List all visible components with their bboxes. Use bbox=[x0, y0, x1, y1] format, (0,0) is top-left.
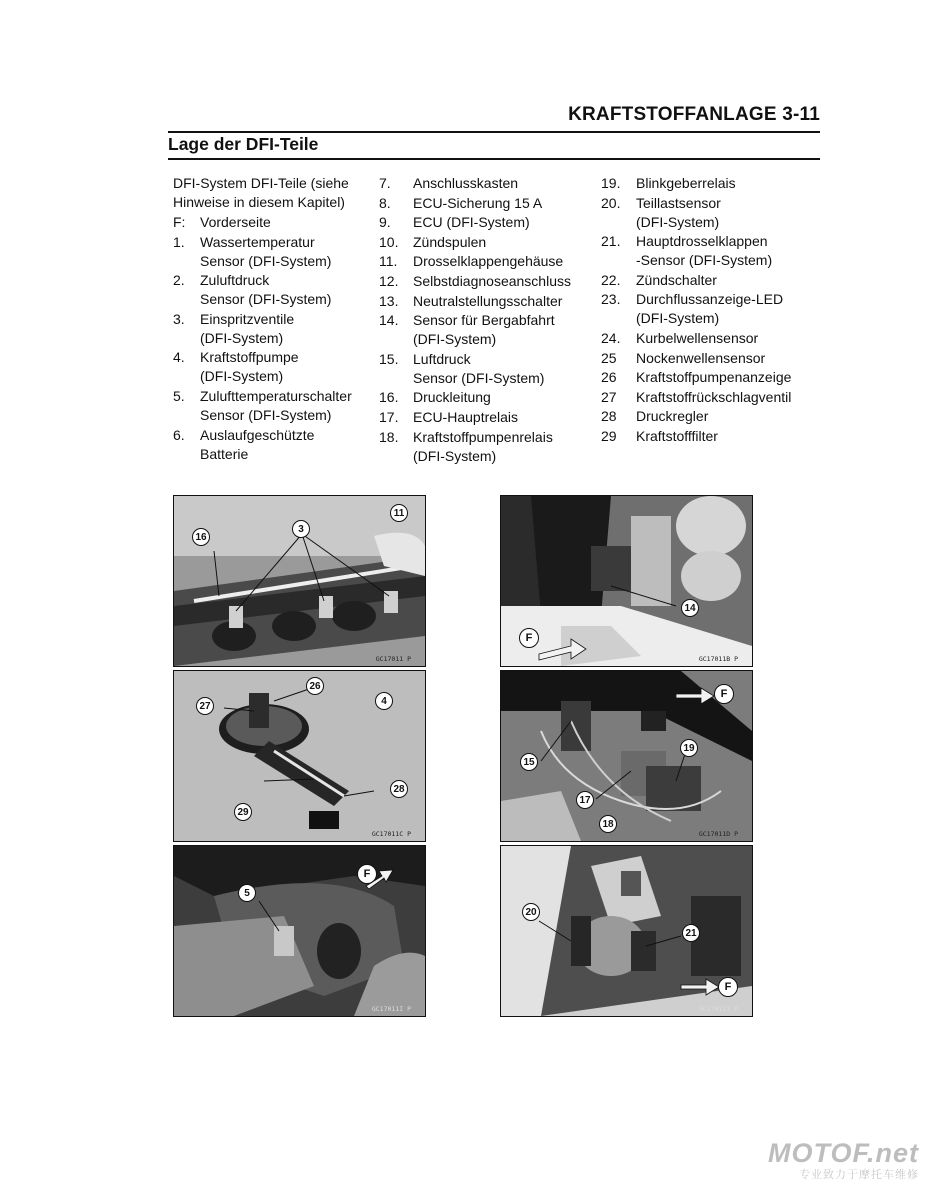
legend-text: Wassertemperatur Sensor (DFI-System) bbox=[200, 233, 332, 269]
legend-text: Teillastsensor (DFI-System) bbox=[636, 194, 721, 230]
legend-text: ECU (DFI-System) bbox=[413, 214, 530, 231]
callout-18: 18 bbox=[599, 815, 617, 833]
legend-text: Durchflussanzeige-LED (DFI-System) bbox=[636, 291, 784, 327]
legend-num: 3. bbox=[173, 310, 185, 327]
legend-num: 18. bbox=[379, 428, 399, 445]
legend-text: Selbstdiagnoseanschluss bbox=[413, 272, 571, 289]
photo-throttle-sensors bbox=[500, 845, 753, 1017]
legend-num: 24. bbox=[601, 329, 621, 346]
callout-5: 5 bbox=[238, 884, 256, 902]
legend-num: 21. bbox=[601, 233, 621, 250]
legend-text: Blinkgeberrelais bbox=[636, 175, 736, 191]
legend-text: Hauptdrosselklappen -Sensor (DFI-System) bbox=[636, 233, 773, 269]
legend-column-3 bbox=[601, 174, 821, 447]
legend-num: 10. bbox=[379, 233, 399, 250]
callout-15: 15 bbox=[520, 753, 538, 771]
legend-item bbox=[379, 272, 594, 291]
legend-item bbox=[601, 349, 821, 368]
legend-item bbox=[379, 194, 594, 213]
callout-front: F bbox=[357, 864, 377, 884]
photo-relays bbox=[500, 670, 753, 842]
callout-front: F bbox=[718, 977, 738, 997]
legend-item bbox=[173, 233, 373, 271]
photo-reference: GC17011C P bbox=[371, 830, 411, 838]
legend-text: Kraftstofffilter bbox=[636, 427, 718, 444]
photo-reference: GC17011D P bbox=[698, 830, 738, 838]
legend-item bbox=[601, 232, 821, 270]
legend-num: 8. bbox=[379, 194, 391, 211]
legend-num: 17. bbox=[379, 408, 399, 425]
watermark-main: MOTOF.net bbox=[767, 1138, 919, 1168]
legend-text: Druckregler bbox=[636, 408, 709, 425]
callout-14: 14 bbox=[681, 599, 699, 617]
legend-num: 2. bbox=[173, 272, 185, 289]
callout-28: 28 bbox=[390, 780, 408, 798]
legend-item bbox=[379, 428, 594, 466]
legend-num: 23. bbox=[601, 291, 621, 308]
legend-text: Drosselklappengehäuse bbox=[413, 253, 564, 270]
legend-text: Anschlusskasten bbox=[413, 175, 519, 191]
legend-item bbox=[379, 292, 594, 311]
photo-illustration bbox=[174, 846, 425, 1016]
legend-text: ECU-Hauptrelais bbox=[413, 408, 519, 425]
callout-26: 26 bbox=[306, 677, 324, 695]
legend-item bbox=[601, 271, 821, 290]
legend-item bbox=[601, 427, 821, 446]
legend-item bbox=[601, 174, 821, 193]
legend-num: 16. bbox=[379, 389, 399, 406]
legend-text: Nockenwellensensor bbox=[636, 349, 766, 366]
photo-illustration bbox=[501, 846, 752, 1016]
legend-item bbox=[601, 368, 821, 387]
legend-num: 11. bbox=[379, 253, 398, 270]
figure-number-11: 11 bbox=[390, 504, 408, 522]
legend-num: 14. bbox=[379, 312, 399, 329]
legend-text: Kraftstoffrückschlagventil bbox=[636, 388, 792, 405]
photo-intake-sensor bbox=[173, 845, 426, 1017]
legend-text: Zündspulen bbox=[413, 233, 487, 250]
legend-item bbox=[601, 407, 821, 426]
legend-item bbox=[379, 174, 594, 193]
legend-text: Druckleitung bbox=[413, 389, 491, 406]
legend-text: Einspritzventile (DFI-System) bbox=[200, 310, 295, 346]
legend-item bbox=[601, 329, 821, 348]
legend-num: 7. bbox=[379, 175, 391, 191]
legend-text: Sensor für Bergabfahrt (DFI-System) bbox=[413, 312, 555, 348]
legend-item bbox=[379, 252, 594, 271]
section-rule bbox=[168, 158, 820, 160]
photo-injectors bbox=[173, 495, 426, 667]
callout-20: 20 bbox=[522, 903, 540, 921]
legend-text: Kraftstoffpumpenrelais (DFI-System) bbox=[413, 428, 553, 464]
legend-item bbox=[601, 194, 821, 232]
callout-16: 16 bbox=[192, 528, 210, 546]
legend-text: Neutralstellungsschalter bbox=[413, 292, 563, 309]
legend-column-2 bbox=[379, 174, 594, 466]
legend-num: 5. bbox=[173, 387, 185, 404]
callout-27: 27 bbox=[196, 697, 214, 715]
page-header-title: KRAFTSTOFFANLAGE 3-11 bbox=[568, 104, 820, 125]
legend-item bbox=[173, 348, 373, 386]
legend-text: Auslaufgeschützte Batterie bbox=[200, 426, 315, 462]
legend-item bbox=[379, 388, 594, 407]
legend-num: F: bbox=[173, 214, 186, 230]
legend-text: Kraftstoffpumpenanzeige bbox=[636, 369, 792, 386]
legend-item bbox=[601, 290, 821, 328]
watermark bbox=[768, 1138, 919, 1182]
legend-num: 13. bbox=[379, 292, 399, 309]
legend-num: 20. bbox=[601, 194, 621, 211]
callout-3: 3 bbox=[292, 520, 310, 538]
legend-text: Zuluftdruck Sensor (DFI-System) bbox=[200, 272, 332, 308]
callout-19: 19 bbox=[680, 739, 698, 757]
legend-text: Kraftstoffpumpe (DFI-System) bbox=[200, 349, 299, 385]
legend-num: 15. bbox=[379, 350, 399, 367]
legend-text: Vorderseite bbox=[200, 214, 271, 230]
legend-item bbox=[173, 387, 373, 425]
header-rule bbox=[168, 131, 820, 133]
legend-item bbox=[379, 233, 594, 252]
photo-reference: GC17011I P bbox=[371, 1005, 411, 1013]
legend-intro: DFI-System DFI-Teile (siehe Hinweise in diesem Kapitel) bbox=[173, 175, 349, 210]
callout-17: 17 bbox=[576, 791, 594, 809]
watermark-sub: 专业致力于摩托车维修 bbox=[799, 1169, 919, 1181]
legend-num: 6. bbox=[173, 426, 185, 443]
legend-num: 9. bbox=[379, 214, 391, 231]
photo-reference: GC17011B P bbox=[698, 655, 738, 663]
legend-item bbox=[173, 310, 373, 348]
legend-num: 1. bbox=[173, 233, 185, 250]
legend-num: 25 bbox=[601, 349, 617, 366]
callout-front: F bbox=[714, 684, 734, 704]
photo-sensor-14 bbox=[500, 495, 753, 667]
legend-item bbox=[601, 388, 821, 407]
legend-text: ECU-Sicherung 15 A bbox=[413, 194, 543, 211]
legend-num: 4. bbox=[173, 349, 185, 366]
legend-num: 27 bbox=[601, 388, 617, 405]
legend-column-1 bbox=[173, 174, 373, 464]
legend-num: 26 bbox=[601, 369, 617, 386]
callout-21: 21 bbox=[682, 924, 700, 942]
legend-num: 28 bbox=[601, 408, 617, 425]
legend-item bbox=[173, 271, 373, 309]
legend-num: 29 bbox=[601, 427, 617, 444]
photo-fuel-pump bbox=[173, 670, 426, 842]
legend-item bbox=[379, 311, 594, 349]
legend-num: 22. bbox=[601, 271, 621, 288]
legend-text: Zündschalter bbox=[636, 271, 717, 288]
photo-reference: GC17011 P bbox=[375, 655, 411, 663]
legend-text: Kurbelwellensensor bbox=[636, 329, 759, 346]
legend-num: 12. bbox=[379, 272, 399, 289]
callout-29: 29 bbox=[234, 803, 252, 821]
legend-item bbox=[379, 213, 594, 232]
section-title: Lage der DFI-Teile bbox=[168, 134, 319, 154]
legend-item bbox=[173, 426, 373, 464]
legend-num: 19. bbox=[601, 175, 621, 191]
photo-reference: GC17012I P bbox=[698, 1005, 738, 1013]
legend-item bbox=[379, 408, 594, 427]
legend-text: Luftdruck Sensor (DFI-System) bbox=[413, 350, 545, 386]
legend-item bbox=[173, 213, 373, 232]
figure-number-4: 4 bbox=[375, 692, 393, 710]
callout-front: F bbox=[519, 628, 539, 648]
legend-text: Zulufttemperaturschalter Sensor (DFI-System) bbox=[200, 387, 352, 423]
legend-item bbox=[379, 350, 594, 388]
